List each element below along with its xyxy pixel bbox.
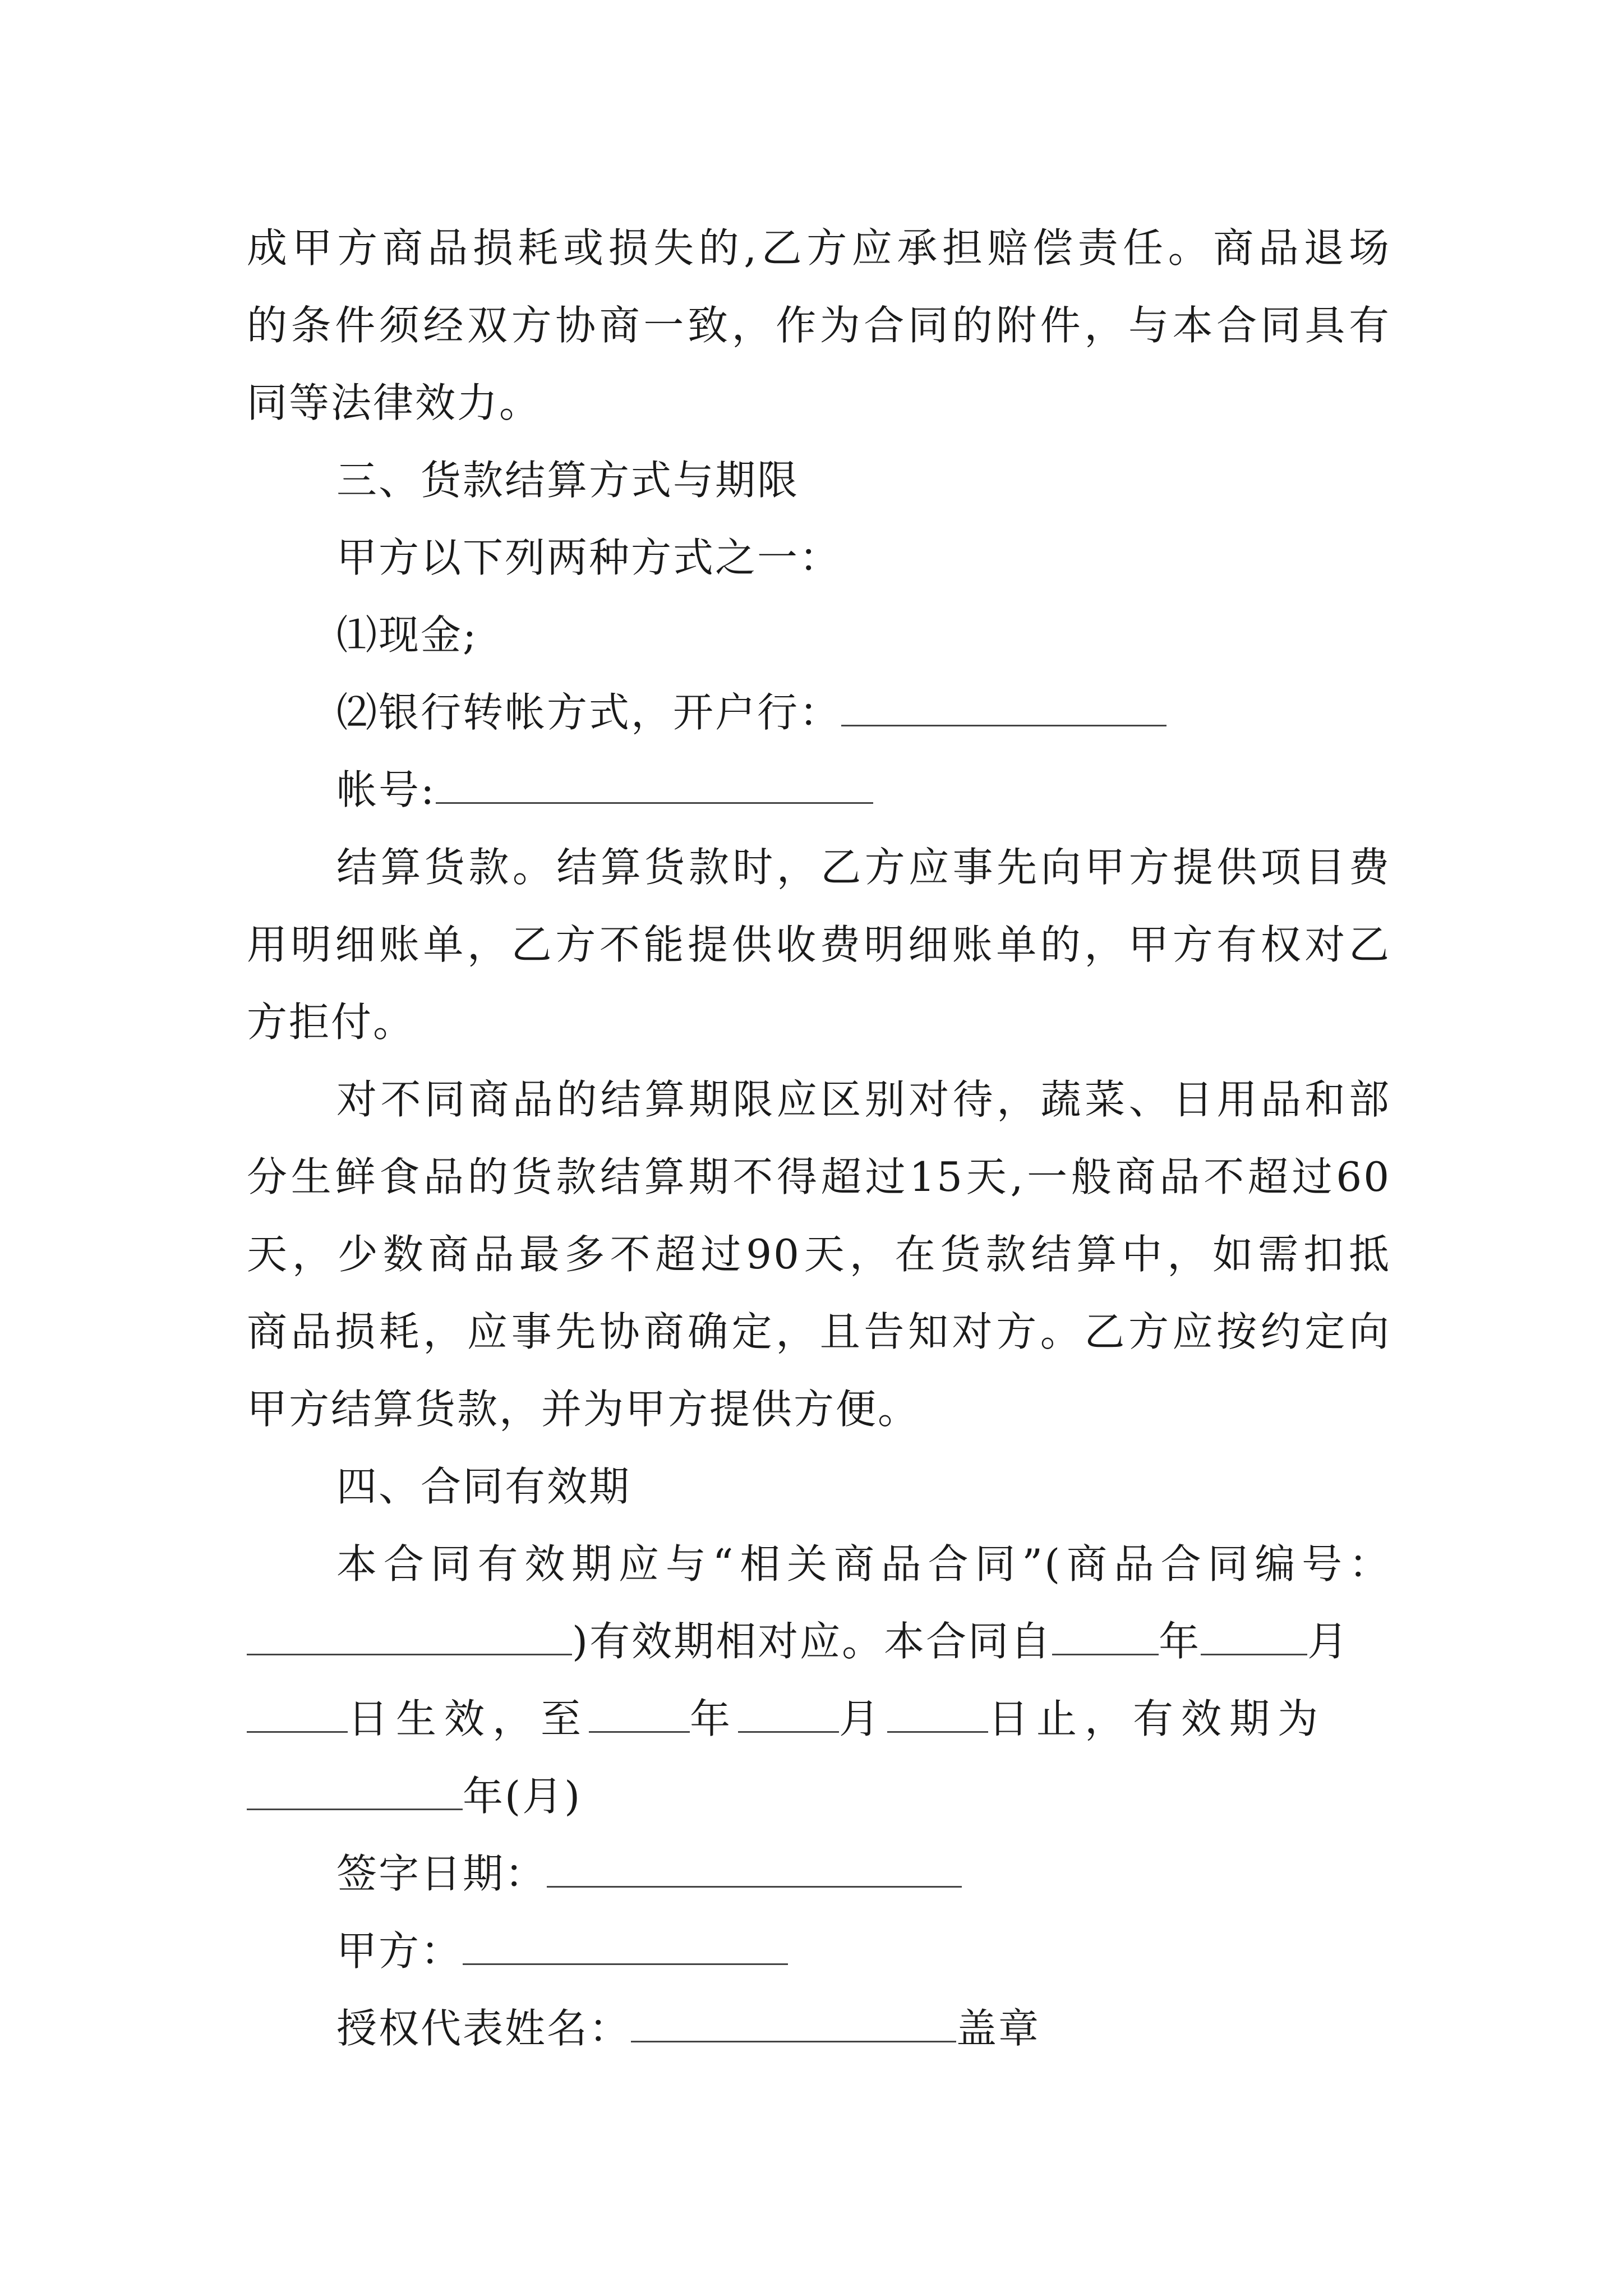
payment-method-cash: ⑴现金;	[336, 611, 478, 659]
validity-text-a: )有效期相对应。本合同自	[572, 1618, 1053, 1665]
bank-name-blank[interactable]	[841, 685, 1166, 726]
contract-number-blank[interactable]	[247, 1614, 572, 1655]
duration-unit-label: 年(月)	[463, 1773, 582, 1820]
term-line-1: 对不同商品的结算期限应区别对待，蔬菜、日用品和部	[336, 1076, 1391, 1123]
payment-method-bank	[336, 679, 1166, 746]
sign-date-label: 签字日期：	[336, 1850, 547, 1897]
party-a-blank[interactable]	[463, 1924, 788, 1965]
end-year-label: 年	[690, 1695, 739, 1742]
sign-date-blank[interactable]	[547, 1847, 962, 1888]
paragraph-line-1: 成甲方商品损耗或损失的,乙方应承担赔偿责任。商品退场	[247, 224, 1391, 272]
account-number-label: 帐号:	[336, 766, 436, 813]
term-line-4: 商品损耗，应事先协商确定，且告知对方。乙方应按约定向	[247, 1308, 1391, 1355]
section-heading-payment: 三、货款结算方式与期限	[336, 457, 800, 504]
end-year-blank[interactable]	[589, 1692, 690, 1733]
payment-methods-intro: 甲方以下列两种方式之一：	[336, 534, 842, 581]
settlement-line-2: 用明细账单，乙方不能提供收费明细账单的，甲方有权对乙	[247, 921, 1391, 968]
term-line-3: 天，少数商品最多不超过90天，在货款结算中，如需扣抵	[247, 1231, 1391, 1278]
term-line-2: 分生鲜食品的货款结算期不得超过15天,一般商品不超过60	[247, 1153, 1391, 1200]
sign-date-row	[336, 1840, 962, 1907]
validity-line-2	[247, 1608, 1349, 1675]
settlement-line-1: 结算货款。结算货款时，乙方应事先向甲方提供项目费	[336, 844, 1391, 891]
account-number-blank[interactable]	[436, 763, 873, 804]
start-month-blank[interactable]	[1201, 1614, 1307, 1655]
day-effect-label: 日生效，至	[348, 1695, 589, 1742]
representative-blank[interactable]	[631, 2001, 956, 2042]
duration-blank[interactable]	[247, 1769, 463, 1810]
paragraph-line-2: 的条件须经双方协商一致，作为合同的附件，与本合同具有	[247, 302, 1391, 349]
settlement-line-3: 方拒付。	[247, 999, 416, 1046]
validity-line-4	[247, 1763, 582, 1830]
account-number-row	[336, 756, 873, 823]
bank-transfer-label: ⑵银行转帐方式，开户行：	[336, 689, 842, 736]
term-line-5: 甲方结算货款，并为甲方提供方便。	[247, 1386, 920, 1433]
validity-line-1: 本合同有效期应与“相关商品合同”(商品合同编号：	[336, 1540, 1391, 1588]
day-end-label: 日止，有效期为	[988, 1695, 1326, 1742]
start-year-blank[interactable]	[1052, 1614, 1159, 1655]
section-heading-validity: 四、合同有效期	[336, 1463, 631, 1510]
representative-label: 授权代表姓名：	[336, 2005, 631, 2052]
party-a-row	[336, 1917, 788, 1985]
seal-label: 盖章	[956, 2005, 1041, 2052]
representative-row	[336, 1995, 1040, 2062]
party-a-label: 甲方：	[336, 1927, 463, 1975]
start-month-label: 月	[1307, 1618, 1350, 1665]
end-month-blank[interactable]	[738, 1692, 839, 1733]
validity-line-3	[247, 1685, 1326, 1752]
paragraph-line-3: 同等法律效力。	[247, 379, 542, 426]
end-day-blank[interactable]	[887, 1692, 988, 1733]
start-day-blank[interactable]	[247, 1692, 348, 1733]
end-month-label: 月	[839, 1695, 888, 1742]
start-year-label: 年	[1159, 1618, 1201, 1665]
